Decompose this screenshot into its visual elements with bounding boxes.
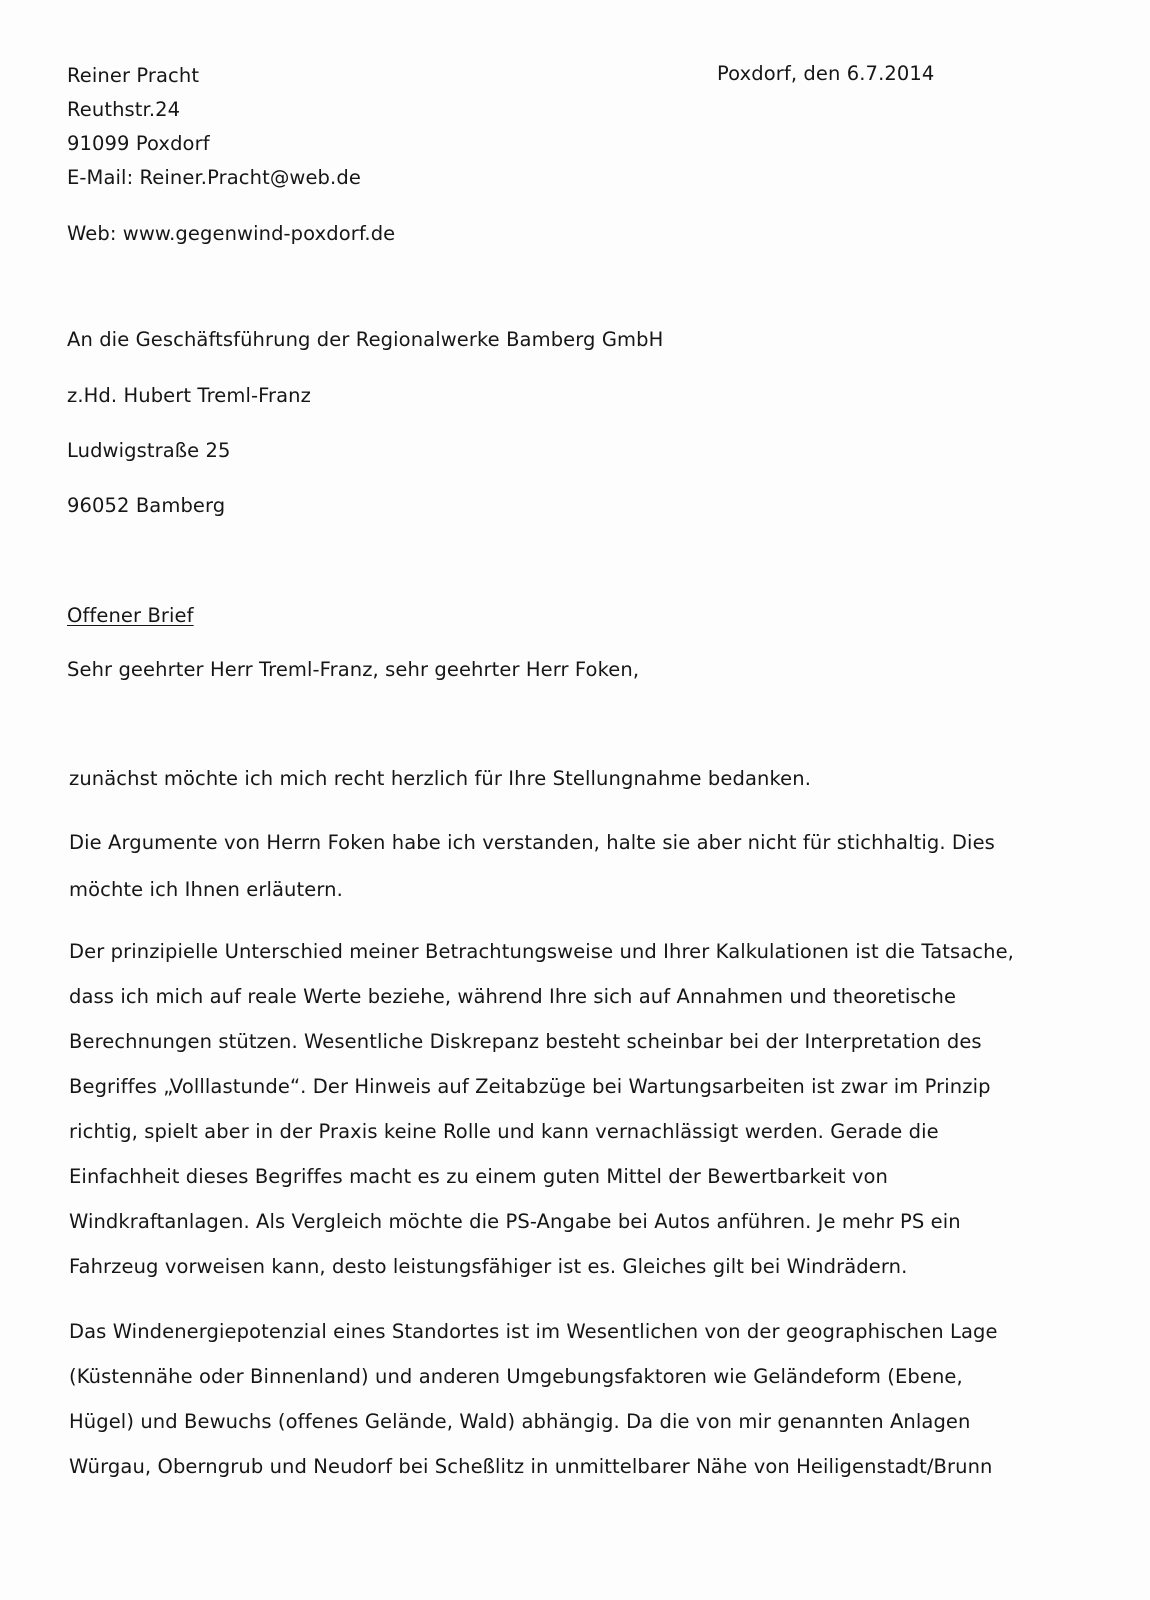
body-line: richtig, spielt aber in der Praxis keine Rolle und kann vernachlässigt werden. Gerade die (69, 1120, 939, 1143)
sender-web: Web: www.gegenwind-poxdorf.de (67, 222, 396, 245)
salutation: Sehr geehrter Herr Treml-Franz, sehr geehrter Herr Foken, (67, 658, 640, 681)
recipient-line-2: z.Hd. Hubert Treml-Franz (67, 384, 311, 407)
sender-street: Reuthstr.24 (67, 98, 181, 121)
body-line: Windkraftanlagen. Als Vergleich möchte die PS-Angabe bei Autos anführen. Je mehr PS ein (69, 1210, 961, 1233)
body-line: (Küstennähe oder Binnenland) und anderen Umgebungsfaktoren wie Geländeform (Ebene, (69, 1365, 963, 1388)
body-line: Das Windenergiepotenzial eines Standortes ist im Wesentlichen von der geographischen Lage (69, 1320, 998, 1343)
subject: Offener Brief (67, 604, 194, 627)
sender-email: E-Mail: Reiner.Pracht@web.de (67, 166, 361, 189)
body-line: zunächst möchte ich mich recht herzlich für Ihre Stellungnahme bedanken. (69, 767, 812, 790)
body-line: dass ich mich auf reale Werte beziehe, während Ihre sich auf Annahmen und theoretische (69, 985, 957, 1008)
sender-city: 91099 Poxdorf (67, 132, 210, 155)
recipient-line-3: Ludwigstraße 25 (67, 439, 231, 462)
body-line: Einfachheit dieses Begriffes macht es zu einem guten Mittel der Bewertbarkeit von (69, 1165, 888, 1188)
body-line: Begriffes „Volllastunde“. Der Hinweis auf Zeitabzüge bei Wartungsarbeiten ist zwar im Prinzip (69, 1075, 991, 1098)
body-line: Der prinzipielle Unterschied meiner Betrachtungsweise und Ihrer Kalkulationen ist die Tatsache, (69, 940, 1014, 963)
body-line: möchte ich Ihnen erläutern. (69, 878, 343, 901)
body-line: Berechnungen stützen. Wesentliche Diskrepanz besteht scheinbar bei der Interpretation des (69, 1030, 982, 1053)
body-line: Die Argumente von Herrn Foken habe ich verstanden, halte sie aber nicht für stichhaltig. Dies (69, 831, 995, 854)
recipient-line-1: An die Geschäftsführung der Regionalwerke Bamberg GmbH (67, 328, 664, 351)
body-line: Hügel) und Bewuchs (offenes Gelände, Wald) abhängig. Da die von mir genannten Anlagen (69, 1410, 971, 1433)
recipient-line-4: 96052 Bamberg (67, 494, 226, 517)
sender-name: Reiner Pracht (67, 64, 200, 87)
body-line: Fahrzeug vorweisen kann, desto leistungsfähiger ist es. Gleiches gilt bei Windrädern. (69, 1255, 908, 1278)
body-line: Würgau, Oberngrub und Neudorf bei Scheßlitz in unmittelbarer Nähe von Heiligenstadt/Brunn (69, 1455, 993, 1478)
place-date: Poxdorf, den 6.7.2014 (717, 62, 935, 85)
